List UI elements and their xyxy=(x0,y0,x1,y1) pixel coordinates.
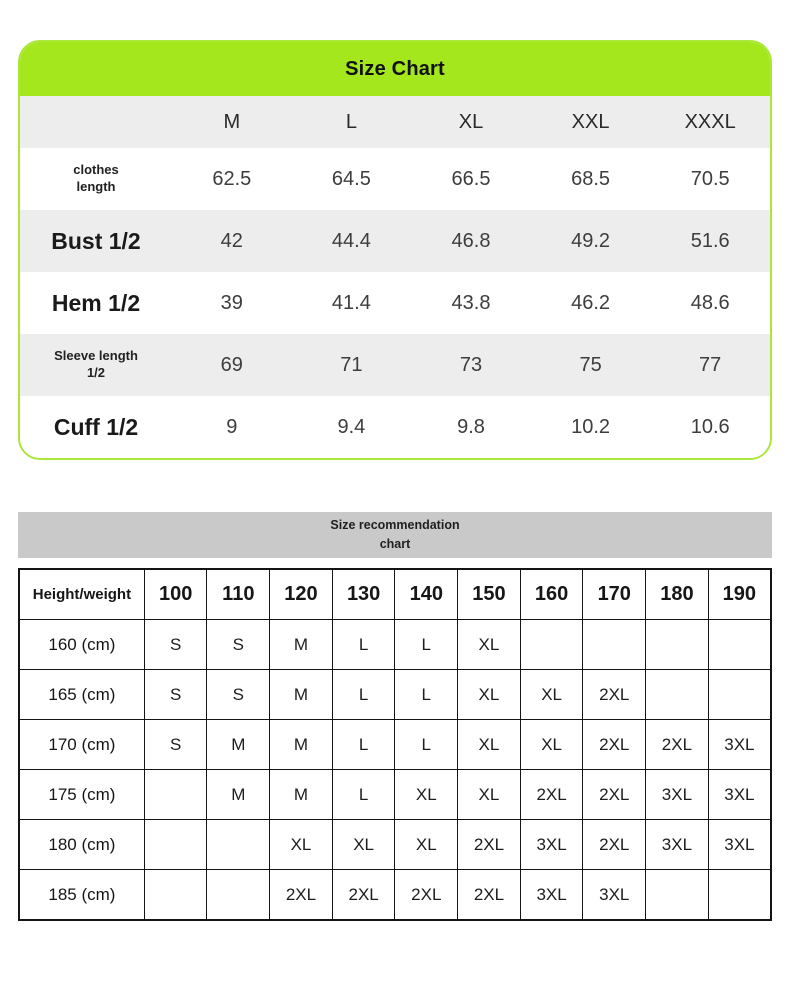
size-chart-value-cell: 42 xyxy=(220,229,243,252)
weight-column-header: 190 xyxy=(708,569,771,620)
recommendation-size-cell: M xyxy=(207,720,270,770)
recommendation-size-cell: 2XL xyxy=(332,870,395,921)
recommendation-size-cell: 2XL xyxy=(270,870,333,921)
recommendation-size-cell: XL xyxy=(458,770,521,820)
recommendation-size-cell xyxy=(708,870,771,921)
size-chart-row-label-line: Hem 1/2 xyxy=(51,289,141,316)
height-row-label: 170 (cm) xyxy=(19,720,144,770)
size-chart-row xyxy=(20,272,770,334)
recommendation-size-cell: L xyxy=(395,620,458,670)
height-weight-header-cell: Height/weight xyxy=(19,569,144,620)
recommendation-row xyxy=(19,670,771,720)
recommendation-size-cell: XL xyxy=(395,770,458,820)
weight-column-header: 110 xyxy=(207,569,270,620)
recommendation-size-cell: L xyxy=(395,720,458,770)
size-chart-value-cell: 66.5 xyxy=(451,167,491,190)
recommendation-size-cell: 2XL xyxy=(583,720,646,770)
recommendation-size-cell: 3XL xyxy=(708,770,771,820)
recommendation-size-cell: L xyxy=(395,670,458,720)
recommendation-size-cell xyxy=(144,820,207,870)
recommendation-row xyxy=(19,820,771,870)
recommendation-size-cell: 2XL xyxy=(646,720,709,770)
size-chart-value-cell: 68.5 xyxy=(571,167,611,190)
recommendation-size-cell xyxy=(583,620,646,670)
recommendation-size-cell xyxy=(708,670,771,720)
recommendation-size-cell: L xyxy=(332,620,395,670)
recommendation-size-cell: 2XL xyxy=(583,770,646,820)
size-column-header: XXL xyxy=(571,110,610,133)
height-row-label: 180 (cm) xyxy=(19,820,144,870)
size-column-header: XXXL xyxy=(684,110,736,133)
recommendation-size-cell: L xyxy=(332,770,395,820)
recommendation-size-cell: S xyxy=(144,720,207,770)
recommendation-row xyxy=(19,620,771,670)
recommendation-size-cell: S xyxy=(144,620,207,670)
recommendation-size-cell: M xyxy=(270,770,333,820)
recommendation-size-cell: M xyxy=(270,720,333,770)
size-chart-value-cell: 51.6 xyxy=(690,229,730,252)
recommendation-size-cell: L xyxy=(332,670,395,720)
size-recommendation-title-line2: chart xyxy=(379,537,411,551)
size-column-header: M xyxy=(223,110,241,133)
recommendation-size-cell: 2XL xyxy=(520,770,583,820)
recommendation-size-cell: XL xyxy=(458,670,521,720)
size-chart-value-cell: 62.5 xyxy=(212,167,252,190)
recommendation-row xyxy=(19,720,771,770)
size-chart-row-label-line: length xyxy=(76,179,116,194)
recommendation-size-cell: 3XL xyxy=(708,720,771,770)
recommendation-size-cell: L xyxy=(332,720,395,770)
recommendation-row xyxy=(19,770,771,820)
recommendation-size-cell: 2XL xyxy=(583,820,646,870)
recommendation-size-cell: 3XL xyxy=(646,770,709,820)
size-chart-value-cell: 10.6 xyxy=(690,415,730,438)
recommendation-size-cell xyxy=(520,620,583,670)
size-recommendation-title-line1: Size recommendation xyxy=(330,518,460,533)
recommendation-size-cell xyxy=(646,620,709,670)
recommendation-size-cell: 2XL xyxy=(395,870,458,921)
size-chart-value-cell: 10.2 xyxy=(571,415,611,438)
height-row-label: 175 (cm) xyxy=(19,770,144,820)
size-chart-value-cell: 46.2 xyxy=(571,291,611,314)
size-recommendation-table xyxy=(18,568,772,921)
recommendation-size-cell: M xyxy=(270,670,333,720)
recommendation-size-cell: 2XL xyxy=(458,870,521,921)
recommendation-size-cell: 3XL xyxy=(520,870,583,921)
recommendation-size-cell: 3XL xyxy=(708,820,771,870)
size-chart-body xyxy=(20,148,770,458)
size-chart-row-label xyxy=(20,348,172,382)
size-chart-row-label xyxy=(20,414,172,441)
size-chart-value-cell: 44.4 xyxy=(331,229,371,252)
recommendation-size-cell: 3XL xyxy=(520,820,583,870)
size-chart-value-cell: 48.6 xyxy=(690,291,730,314)
recommendation-size-cell: S xyxy=(207,620,270,670)
recommendation-size-cell xyxy=(646,870,709,921)
height-row-label: 185 (cm) xyxy=(19,870,144,921)
size-chart-row-label-line: Bust 1/2 xyxy=(51,227,141,254)
recommendation-size-cell: XL xyxy=(520,670,583,720)
size-chart-row-label xyxy=(20,162,172,196)
recommendation-size-cell xyxy=(144,870,207,921)
size-chart-value-cell: 73 xyxy=(459,353,483,376)
recommendation-size-cell: XL xyxy=(270,820,333,870)
weight-column-header: 140 xyxy=(395,569,458,620)
size-chart-row-label-line: Cuff 1/2 xyxy=(53,413,139,440)
size-chart-row xyxy=(20,334,770,396)
size-chart-value-cell: 71 xyxy=(340,353,363,376)
size-chart-value-cell: 43.8 xyxy=(451,291,491,314)
size-chart-row xyxy=(20,210,770,272)
weight-column-header: 170 xyxy=(583,569,646,620)
recommendation-size-cell: S xyxy=(207,670,270,720)
recommendation-size-cell: 3XL xyxy=(646,820,709,870)
recommendation-size-cell: XL xyxy=(458,720,521,770)
recommendation-row xyxy=(19,870,771,921)
size-column-header: L xyxy=(345,110,357,133)
size-chart-row-label xyxy=(20,228,172,255)
size-chart-value-cell: 39 xyxy=(220,291,243,314)
size-chart-value-cell: 75 xyxy=(579,353,602,376)
height-row-label: 165 (cm) xyxy=(19,670,144,720)
weight-column-header: 180 xyxy=(646,569,709,620)
weight-column-header: 130 xyxy=(332,569,395,620)
size-column-header: XL xyxy=(458,110,484,133)
weight-column-header: 120 xyxy=(270,569,333,620)
weight-column-header: 160 xyxy=(520,569,583,620)
size-chart-row xyxy=(20,396,770,458)
size-chart-row xyxy=(20,148,770,210)
size-chart-row-label-line: Sleeve length xyxy=(54,348,138,364)
size-chart-header-row xyxy=(20,96,770,148)
size-chart-value-cell: 77 xyxy=(699,353,722,376)
recommendation-size-cell: S xyxy=(144,670,207,720)
size-chart-value-cell: 41.4 xyxy=(331,291,371,314)
recommendation-size-cell xyxy=(207,820,270,870)
size-chart-title: Size Chart xyxy=(20,42,770,96)
recommendation-size-cell xyxy=(708,620,771,670)
size-chart-value-cell: 46.8 xyxy=(451,229,491,252)
size-recommendation-banner xyxy=(18,512,772,558)
size-chart-value-cell: 70.5 xyxy=(690,167,730,190)
recommendation-size-cell xyxy=(144,770,207,820)
recommendation-size-cell xyxy=(646,670,709,720)
size-chart-value-cell: 9.4 xyxy=(337,415,366,438)
recommendation-header-row xyxy=(19,569,771,620)
recommendation-size-cell: XL xyxy=(395,820,458,870)
recommendation-size-cell: M xyxy=(207,770,270,820)
recommendation-size-cell: 3XL xyxy=(583,870,646,921)
recommendation-size-cell: 2XL xyxy=(458,820,521,870)
size-chart-card xyxy=(18,40,772,460)
size-chart-value-cell: 9 xyxy=(226,415,238,438)
recommendation-size-cell: M xyxy=(270,620,333,670)
weight-column-header: 150 xyxy=(458,569,521,620)
size-chart-row-label xyxy=(20,290,172,317)
size-chart-row-label-line: clothes xyxy=(73,162,119,178)
recommendation-size-cell: 2XL xyxy=(583,670,646,720)
size-chart-value-cell: 64.5 xyxy=(331,167,371,190)
size-chart-row-label-line: 1/2 xyxy=(86,365,106,380)
size-chart-value-cell: 69 xyxy=(220,353,243,376)
size-chart-value-cell: 49.2 xyxy=(571,229,611,252)
size-chart-value-cell: 9.8 xyxy=(457,415,485,438)
recommendation-size-cell: XL xyxy=(520,720,583,770)
weight-column-header: 100 xyxy=(144,569,207,620)
height-row-label: 160 (cm) xyxy=(19,620,144,670)
recommendation-size-cell: XL xyxy=(332,820,395,870)
recommendation-size-cell xyxy=(207,870,270,921)
recommendation-size-cell: XL xyxy=(458,620,521,670)
